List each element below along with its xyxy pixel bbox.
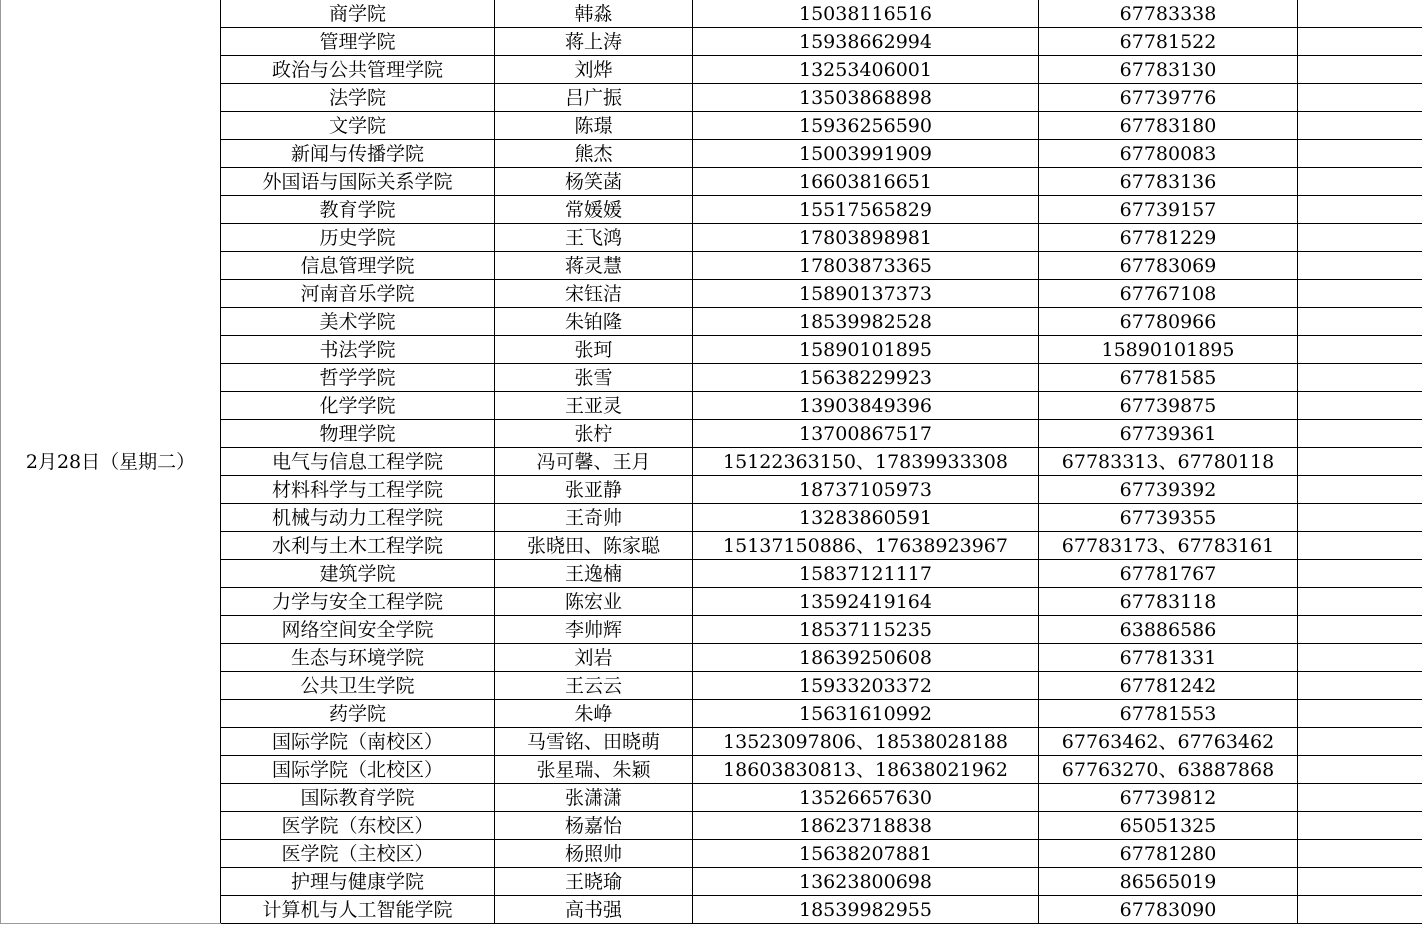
contact-person-cell: 杨笑菡 — [495, 168, 693, 196]
contact-person-cell: 刘岩 — [495, 644, 693, 672]
contact-person-cell: 王奇帅 — [495, 504, 693, 532]
date-cell: 2月28日（星期二） — [1, 0, 221, 924]
office-phone-cell: 63886586 — [1039, 616, 1298, 644]
mobile-phone-cell: 15938662994 — [693, 28, 1039, 56]
empty-cell — [1298, 56, 1422, 84]
office-phone-cell: 67780083 — [1039, 140, 1298, 168]
mobile-phone-cell: 18639250608 — [693, 644, 1039, 672]
office-phone-cell: 67783118 — [1039, 588, 1298, 616]
empty-cell — [1298, 140, 1422, 168]
mobile-phone-cell: 18537115235 — [693, 616, 1039, 644]
college-cell: 水利与土木工程学院 — [221, 532, 495, 560]
college-cell: 建筑学院 — [221, 560, 495, 588]
empty-cell — [1298, 112, 1422, 140]
contact-person-cell: 张柠 — [495, 420, 693, 448]
contact-person-cell: 朱峥 — [495, 700, 693, 728]
empty-cell — [1298, 532, 1422, 560]
empty-cell — [1298, 196, 1422, 224]
empty-cell — [1298, 252, 1422, 280]
office-phone-cell: 67781331 — [1039, 644, 1298, 672]
contact-person-cell: 韩淼 — [495, 0, 693, 28]
contact-person-cell: 王飞鸿 — [495, 224, 693, 252]
contact-person-cell: 吕广振 — [495, 84, 693, 112]
college-cell: 医学院（主校区） — [221, 840, 495, 868]
mobile-phone-cell: 18623718838 — [693, 812, 1039, 840]
empty-cell — [1298, 308, 1422, 336]
college-cell: 教育学院 — [221, 196, 495, 224]
contact-person-cell: 张星瑞、朱颖 — [495, 756, 693, 784]
office-phone-cell: 67783313、67780118 — [1039, 448, 1298, 476]
mobile-phone-cell: 18539982528 — [693, 308, 1039, 336]
contact-person-cell: 张雪 — [495, 364, 693, 392]
empty-cell — [1298, 336, 1422, 364]
mobile-phone-cell: 13503868898 — [693, 84, 1039, 112]
office-phone-cell: 67739361 — [1039, 420, 1298, 448]
office-phone-cell: 86565019 — [1039, 868, 1298, 896]
college-cell: 历史学院 — [221, 224, 495, 252]
mobile-phone-cell: 13623800698 — [693, 868, 1039, 896]
college-cell: 信息管理学院 — [221, 252, 495, 280]
mobile-phone-cell: 15638207881 — [693, 840, 1039, 868]
contact-person-cell: 张亚静 — [495, 476, 693, 504]
contact-person-cell: 熊杰 — [495, 140, 693, 168]
office-phone-cell: 67783130 — [1039, 56, 1298, 84]
contact-person-cell: 李帅辉 — [495, 616, 693, 644]
mobile-phone-cell: 13523097806、18538028188 — [693, 728, 1039, 756]
office-phone-cell: 65051325 — [1039, 812, 1298, 840]
office-phone-cell: 67781522 — [1039, 28, 1298, 56]
empty-cell — [1298, 588, 1422, 616]
empty-cell — [1298, 84, 1422, 112]
office-phone-cell: 67763462、67763462 — [1039, 728, 1298, 756]
college-cell: 电气与信息工程学院 — [221, 448, 495, 476]
empty-cell — [1298, 0, 1422, 28]
contact-person-cell: 宋钰洁 — [495, 280, 693, 308]
mobile-phone-cell: 15122363150、17839933308 — [693, 448, 1039, 476]
roster-body — [1, 0, 1422, 924]
mobile-phone-cell: 17803898981 — [693, 224, 1039, 252]
empty-cell — [1298, 896, 1422, 924]
mobile-phone-cell: 13903849396 — [693, 392, 1039, 420]
college-cell: 医学院（东校区） — [221, 812, 495, 840]
contact-person-cell: 王云云 — [495, 672, 693, 700]
contact-person-cell: 朱铂隆 — [495, 308, 693, 336]
contact-person-cell: 高书强 — [495, 896, 693, 924]
mobile-phone-cell: 13592419164 — [693, 588, 1039, 616]
empty-cell — [1298, 616, 1422, 644]
mobile-phone-cell: 15631610992 — [693, 700, 1039, 728]
contact-person-cell: 蒋灵慧 — [495, 252, 693, 280]
mobile-phone-cell: 13283860591 — [693, 504, 1039, 532]
empty-cell — [1298, 560, 1422, 588]
college-cell: 网络空间安全学院 — [221, 616, 495, 644]
empty-cell — [1298, 700, 1422, 728]
empty-cell — [1298, 168, 1422, 196]
college-cell: 新闻与传播学院 — [221, 140, 495, 168]
college-cell: 物理学院 — [221, 420, 495, 448]
college-cell: 国际学院（南校区） — [221, 728, 495, 756]
contact-person-cell: 杨嘉怡 — [495, 812, 693, 840]
college-cell: 化学学院 — [221, 392, 495, 420]
college-cell: 政治与公共管理学院 — [221, 56, 495, 84]
mobile-phone-cell: 17803873365 — [693, 252, 1039, 280]
mobile-phone-cell: 13253406001 — [693, 56, 1039, 84]
contact-person-cell: 王逸楠 — [495, 560, 693, 588]
mobile-phone-cell: 13700867517 — [693, 420, 1039, 448]
office-phone-cell: 67781229 — [1039, 224, 1298, 252]
empty-cell — [1298, 784, 1422, 812]
empty-cell — [1298, 280, 1422, 308]
empty-cell — [1298, 420, 1422, 448]
contact-person-cell: 冯可馨、王月 — [495, 448, 693, 476]
college-cell: 河南音乐学院 — [221, 280, 495, 308]
office-phone-cell: 67783069 — [1039, 252, 1298, 280]
college-cell: 材料科学与工程学院 — [221, 476, 495, 504]
contact-person-cell: 张晓田、陈家聪 — [495, 532, 693, 560]
contact-person-cell: 张潇潇 — [495, 784, 693, 812]
empty-cell — [1298, 840, 1422, 868]
contact-person-cell: 杨照帅 — [495, 840, 693, 868]
mobile-phone-cell: 16603816651 — [693, 168, 1039, 196]
college-cell: 生态与环境学院 — [221, 644, 495, 672]
office-phone-cell: 67763270、63887868 — [1039, 756, 1298, 784]
college-cell: 书法学院 — [221, 336, 495, 364]
office-phone-cell: 67783136 — [1039, 168, 1298, 196]
mobile-phone-cell: 15003991909 — [693, 140, 1039, 168]
mobile-phone-cell: 15837121117 — [693, 560, 1039, 588]
empty-cell — [1298, 224, 1422, 252]
contact-person-cell: 王晓瑜 — [495, 868, 693, 896]
empty-cell — [1298, 868, 1422, 896]
empty-cell — [1298, 728, 1422, 756]
college-cell: 国际学院（北校区） — [221, 756, 495, 784]
office-phone-cell: 67781585 — [1039, 364, 1298, 392]
college-cell: 管理学院 — [221, 28, 495, 56]
mobile-phone-cell: 15638229923 — [693, 364, 1039, 392]
mobile-phone-cell: 15890137373 — [693, 280, 1039, 308]
mobile-phone-cell: 15936256590 — [693, 112, 1039, 140]
mobile-phone-cell: 18603830813、18638021962 — [693, 756, 1039, 784]
mobile-phone-cell: 13526657630 — [693, 784, 1039, 812]
mobile-phone-cell: 15517565829 — [693, 196, 1039, 224]
college-cell: 力学与安全工程学院 — [221, 588, 495, 616]
office-phone-cell: 67767108 — [1039, 280, 1298, 308]
office-phone-cell: 67739776 — [1039, 84, 1298, 112]
office-phone-cell: 67780966 — [1039, 308, 1298, 336]
contact-person-cell: 陈璟 — [495, 112, 693, 140]
empty-cell — [1298, 644, 1422, 672]
empty-cell — [1298, 28, 1422, 56]
office-phone-cell: 15890101895 — [1039, 336, 1298, 364]
college-cell: 哲学学院 — [221, 364, 495, 392]
college-cell: 法学院 — [221, 84, 495, 112]
empty-cell — [1298, 392, 1422, 420]
contact-person-cell: 常媛媛 — [495, 196, 693, 224]
office-phone-cell: 67781242 — [1039, 672, 1298, 700]
office-phone-cell: 67739392 — [1039, 476, 1298, 504]
office-phone-cell: 67781280 — [1039, 840, 1298, 868]
contact-person-cell: 陈宏业 — [495, 588, 693, 616]
mobile-phone-cell: 15890101895 — [693, 336, 1039, 364]
table-row — [1, 0, 1422, 28]
college-cell: 护理与健康学院 — [221, 868, 495, 896]
college-cell: 国际教育学院 — [221, 784, 495, 812]
empty-cell — [1298, 364, 1422, 392]
empty-cell — [1298, 476, 1422, 504]
mobile-phone-cell: 18539982955 — [693, 896, 1039, 924]
mobile-phone-cell: 18737105973 — [693, 476, 1039, 504]
contact-person-cell: 王亚灵 — [495, 392, 693, 420]
office-phone-cell: 67739355 — [1039, 504, 1298, 532]
contact-person-cell: 蒋上涛 — [495, 28, 693, 56]
office-phone-cell: 67781553 — [1039, 700, 1298, 728]
office-phone-cell: 67783173、67783161 — [1039, 532, 1298, 560]
empty-cell — [1298, 672, 1422, 700]
empty-cell — [1298, 756, 1422, 784]
mobile-phone-cell: 15933203372 — [693, 672, 1039, 700]
office-phone-cell: 67739875 — [1039, 392, 1298, 420]
college-cell: 药学院 — [221, 700, 495, 728]
college-cell: 文学院 — [221, 112, 495, 140]
office-phone-cell: 67781767 — [1039, 560, 1298, 588]
office-phone-cell: 67783180 — [1039, 112, 1298, 140]
office-phone-cell: 67739157 — [1039, 196, 1298, 224]
office-phone-cell: 67783338 — [1039, 0, 1298, 28]
empty-cell — [1298, 812, 1422, 840]
college-cell: 美术学院 — [221, 308, 495, 336]
empty-cell — [1298, 504, 1422, 532]
empty-cell — [1298, 448, 1422, 476]
contact-person-cell: 刘烨 — [495, 56, 693, 84]
college-cell: 商学院 — [221, 0, 495, 28]
office-phone-cell: 67783090 — [1039, 896, 1298, 924]
mobile-phone-cell: 15038116516 — [693, 0, 1039, 28]
college-cell: 计算机与人工智能学院 — [221, 896, 495, 924]
college-cell: 机械与动力工程学院 — [221, 504, 495, 532]
college-cell: 公共卫生学院 — [221, 672, 495, 700]
contact-person-cell: 张珂 — [495, 336, 693, 364]
college-cell: 外国语与国际关系学院 — [221, 168, 495, 196]
mobile-phone-cell: 15137150886、17638923967 — [693, 532, 1039, 560]
contact-person-cell: 马雪铭、田晓萌 — [495, 728, 693, 756]
office-phone-cell: 67739812 — [1039, 784, 1298, 812]
